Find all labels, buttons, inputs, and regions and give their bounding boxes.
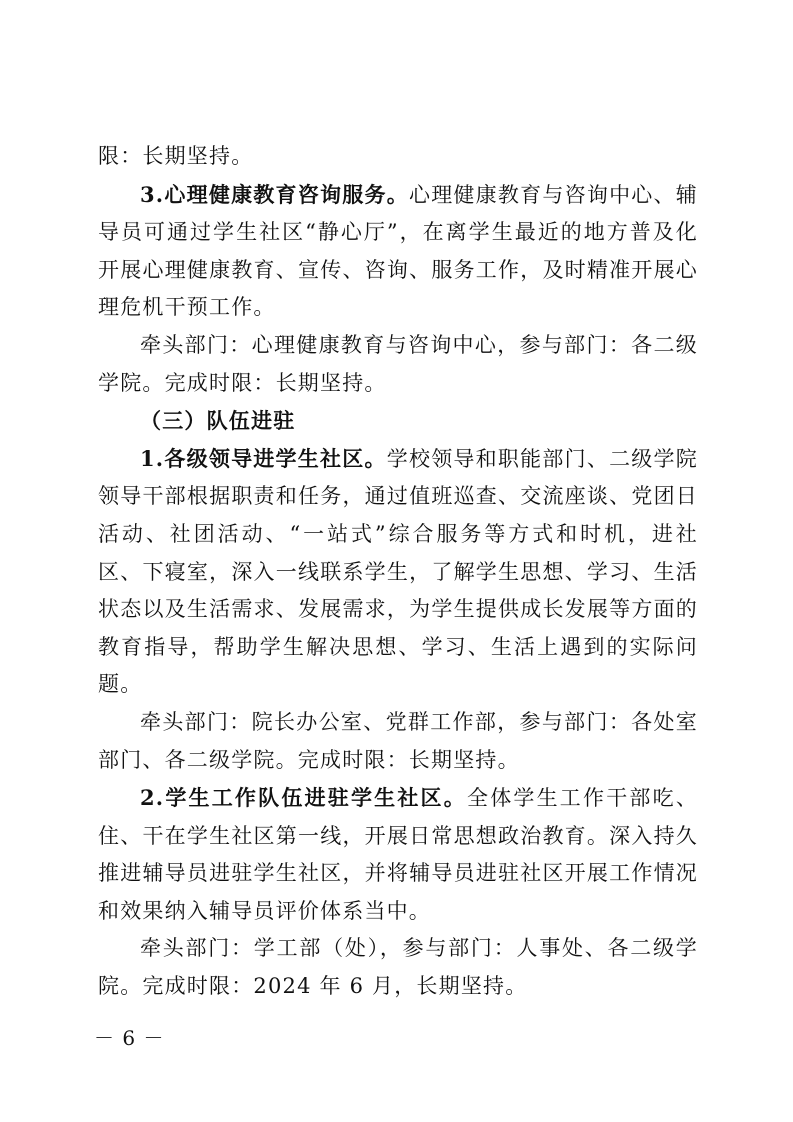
paragraph-lead: 2.学生工作队伍进驻学生社区。 <box>140 785 467 811</box>
paragraph-text: 牵头部门：学工部（处），参与部门：人事处、各二级学院。完成时限：2024 年 6 月，长期坚持。 <box>98 936 698 999</box>
paragraph-text: 学校领导和职能部门、二级学院领导干部根据职责和任务，通过值班巡查、交流座谈、党团日活动、社团活动、“一站式”综合服务等方式和时机，进社区、下寝室，深入一线联系学生，了解学生思想、学习、生活状态以及生活需求、发展需求，为学生提供成长发展等方面的教育指导，帮助学生解决思想、学习、生活上遇到的实际问题。 <box>98 446 698 697</box>
paragraph-responsibility <box>98 327 698 402</box>
paragraph-leaders-visit <box>98 440 698 704</box>
paragraph-lead: 3.心理健康教育咨询服务。 <box>140 181 409 207</box>
paragraph-continuation <box>98 138 698 176</box>
paragraph-text: 牵头部门：院长办公室、党群工作部，参与部门：各处室部门、各二级学院。完成时限：长期坚持。 <box>98 709 698 772</box>
paragraph-text: 牵头部门：心理健康教育与咨询中心，参与部门：各二级学院。完成时限：长期坚持。 <box>98 332 698 395</box>
paragraph-responsibility <box>98 704 698 779</box>
paragraph-staff-stationing <box>98 779 698 930</box>
paragraph-responsibility <box>98 930 698 1005</box>
paragraph-text: 限：长期坚持。 <box>98 144 254 168</box>
paragraph-text: 全体学生工作干部吃、住、干在学生社区第一线，开展日常思想政治教育。深入持久推进辅导员进驻学生社区，并将辅导员进驻社区开展工作情况和效果纳入辅导员评价体系当中。 <box>98 786 699 923</box>
page-number: － 6 － <box>94 1026 165 1050</box>
section-heading: （三）队伍进驻 <box>140 408 296 434</box>
paragraph-lead: 1.各级领导进学生社区。 <box>140 445 387 471</box>
paragraph-counseling-service <box>98 176 698 327</box>
document-body <box>98 138 698 1006</box>
paragraph-text: 心理健康教育与咨询中心、辅导员可通过学生社区“静心厅”，在离学生最近的地方普及化开展心理健康教育、宣传、咨询、服务工作，及时精准开展心理危机干预工作。 <box>98 182 698 320</box>
